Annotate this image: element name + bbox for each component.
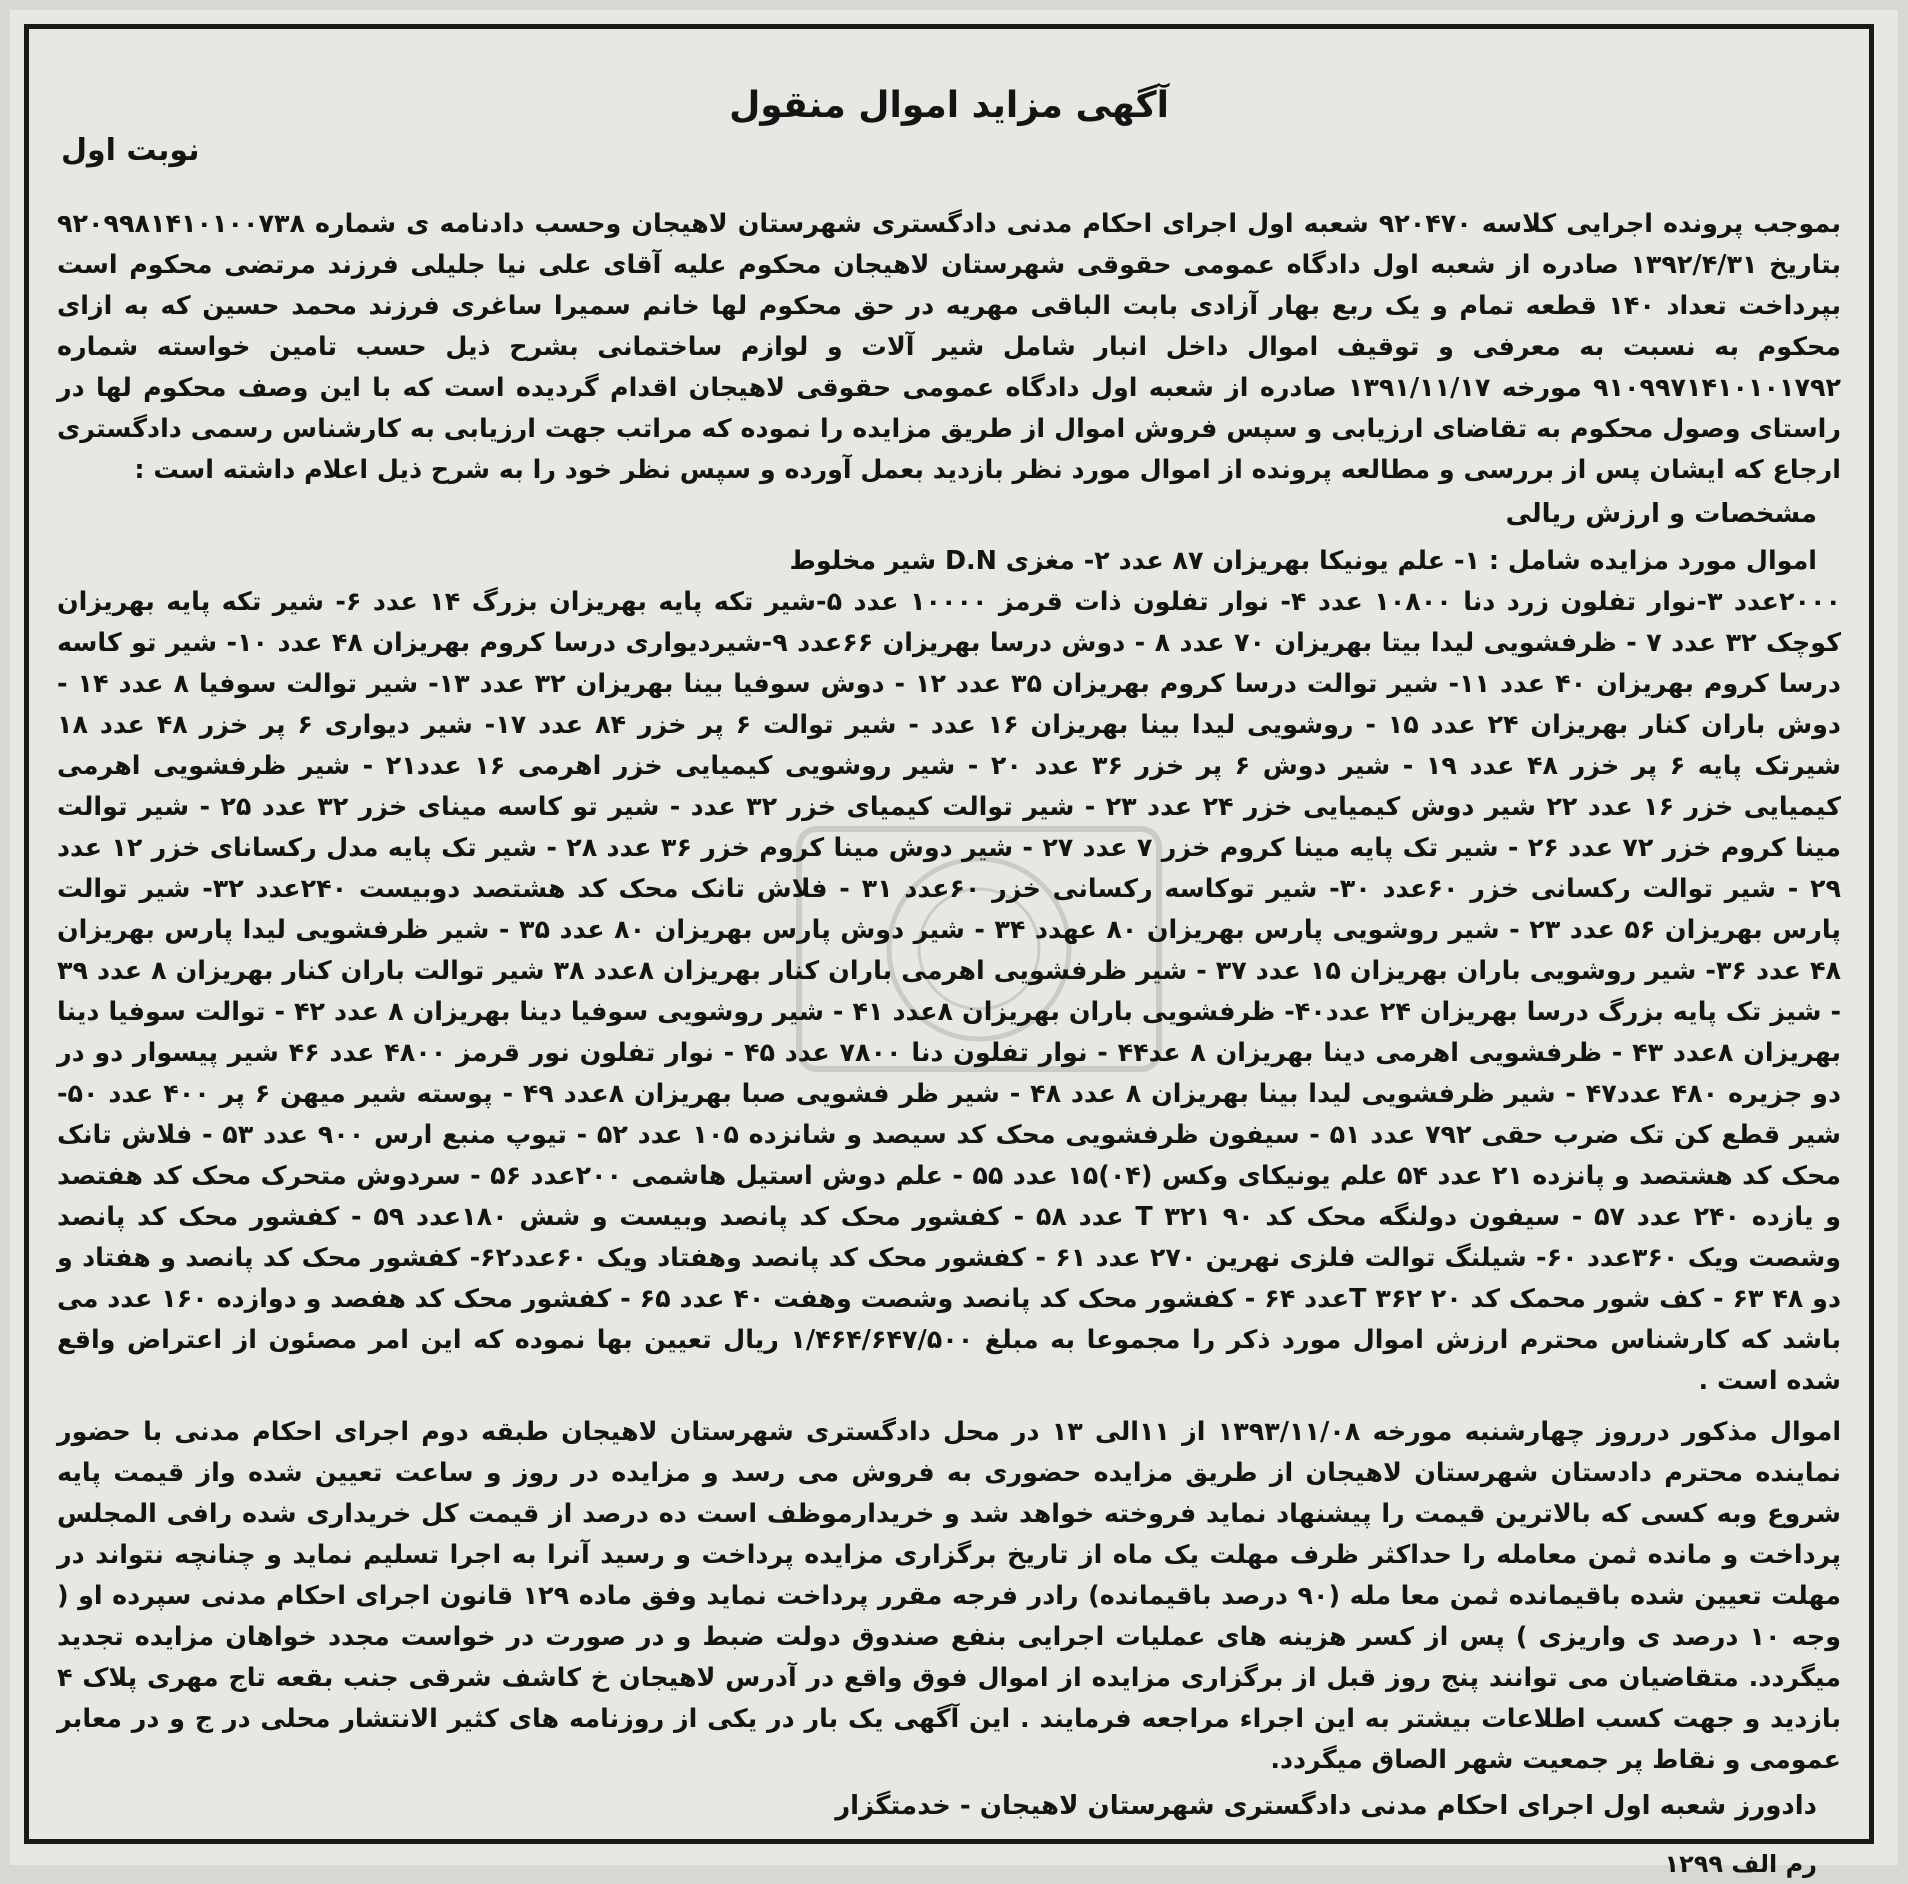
newspaper-clipping xyxy=(10,10,1898,1878)
notice-border xyxy=(24,24,1874,1878)
signature-line: دادورز شعبه اول اجرای احکام مدنی دادگستری شهرستان لاهیجان - خدمتگزار xyxy=(835,1791,1817,1821)
items-paragraph: ۲۰۰۰عدد ۳-نوار تفلون زرد دنا ۱۰۸۰۰ عدد ۴- نوار تفلون ذات قرمز ۱۰۰۰۰ عدد ۵-شیر تکه پایه بهریزان بزرگ ۱۴ عدد ۶- شیر تکه پایه بهریزان کوچک ۳۲ عدد ۷ - ظرفشویی لیدا بیتا بهریزان ۷۰ عدد ۸ - دوش درسا بهریزان ۶۶عدد ۹-شیردیواری درسا کروم بهریزان ۴۸ عدد ۱۰- شیر تو کاسه درسا کروم بهریزان ۴۰ عدد ۱۱- شیر توالت درسا کروم بهریزان ۳۵ عدد ۱۲ - دوش سوفیا بینا بهریزان ۳۲ عدد ۱۳- شیر توالت سوفیا ۸ عدد ۱۴ - دوش باران کنار بهریزان ۲۴ عدد ۱۵ - روشویی لیدا بینا بهریزان ۱۶ عدد - شیر توالت ۶ پر خزر ۸۴ عدد ۱۷- شیر دیواری ۶ پر خزر ۴۸ عدد ۱۸ شیرتک پایه ۶ پر خزر ۴۸ عدد ۱۹ - شیر دوش ۶ پر خزر ۳۶ عدد ۲۰ - شیر روشویی کیمیایی خزر اهرمی ۱۶ عدد۲۱ - شیر ظرفشویی اهرمی کیمیایی خزر ۱۶ عدد ۲۲ شیر دوش کیمیایی خزر ۲۴ عدد ۲۳ - شیر توالت کیمیای خزر ۳۲ عدد - شیر تو کاسه مینای خزر ۳۲ عدد ۲۵ - شیر توالت مینا کروم خزر ۷۲ عدد ۲۶ - شیر تک پایه مینا کروم خزر ۷ عدد ۲۷ - شیر دوش مینا کروم خزر ۳۶ عدد ۲۸ - شیر تک پایه مدل رکسانای خزر ۱۲ عدد ۲۹ - شیر توالت رکسانی خزر ۶۰عدد ۳۰- شیر توکاسه رکسانی خزر ۶۰عدد ۳۱ - فلاش تانک محک کد هشتصد دوبیست ۲۴۰عدد ۳۲- شیر توالت پارس بهریزان ۵۶ عدد ۲۳ - شیر روشویی پارس بهریزان ۸۰ عهدد ۳۴ - شیر دوش پارس بهریزان ۸۰ عدد ۳۵ - شیر ظرفشویی لیدا پارس بهریزان ۴۸ عدد ۳۶- شیر روشویی باران بهریزان ۱۵ عدد ۳۷ - شیر ظرفشویی اهرمی باران کنار بهریزان ۸عدد ۳۸ شیر توالت باران کنار بهریزان ۸ عدد ۳۹ - شیز تک پایه بزرگ درسا بهریزان ۲۴ عدد۴۰- ظرفشویی باران بهریزان ۸عدد ۴۱ - شیر روشویی سوفیا دینا بهریزان ۸ عدد ۴۲ - توالت سوفیا دینا بهریزان ۸عدد ۴۳ - ظرفشویی اهرمی دینا بهریزان ۸ عد۴۴ - نوار تفلون دنا ۷۸۰۰ عدد ۴۵ - نوار تفلون نور قرمز ۴۸۰۰ عدد ۴۶ شیر پیسوار دو در دو جزیره ۴۸۰ عدد۴۷ - شیر ظرفشویی لیدا بینا بهریزان ۸ عدد ۴۸ - شیر ظر فشویی صبا بهریزان ۸عدد ۴۹ - پوسته شیر میهن ۶ پر ۴۰۰ عدد ۵۰- شیر قطع کن تک ضرب حقی ۷۹۲ عدد ۵۱ - سیفون ظرفشویی محک کد سیصد و شانزده ۱۰۵ عدد ۵۲ - تیوپ منبع ارس ۹۰۰ عدد ۵۳ - فلاش تانک محک کد هشتصد و پانزده ۲۱ عدد ۵۴ علم یونیکای وکس (۰۴)۱۵ عدد ۵۵ - علم دوش استیل هاشمی ۲۰۰عدد ۵۶ - سردوش متحرک محک کد هفتصد و یازده ۲۴۰ عدد ۵۷ - سیفون دولنگه محک کد T ۳۲۱ ۹۰ عدد ۵۸ - کفشور محک کد پانصد وبیست و شش ۱۸۰عدد ۵۹ - کفشور محک کد پانصد وشصت ویک ۳۶۰عدد ۶۰- شیلنگ توالت فلزی نهرین ۲۷۰ عدد ۶۱ - کفشور محک کد پانصد وهفتاد ویک ۶۰عدد۶۲- کفشور محک کد پانصد و هفتاد و دو ۴۸ ۶۳ - کف شور محمک کد T ۳۶۲ ۲۰عدد ۶۴ - کفشور محک کد پانصد وشصت وهفت ۴۰ عدد ۶۵ - کفشور محک کد هفصد و دوازده ۱۶۰ عدد می باشد که کارشناس محترم ارزش اموال مورد ذکر را مجموعا به مبلغ ۱/۴۶۴/۶۴۷/۵۰۰ ریال تعیین بها نموده که این امر مصئون از اعتراض واقع شده است . xyxy=(57,586,1842,1395)
notice-title: آگهی مزاید اموال منقول xyxy=(729,85,1169,126)
items-intro: اموال مورد مزایده شامل : ۱- علم یونیکا بهریزان ۸۷ عدد ۲- مغزی D.N شیر مخلوط xyxy=(789,545,1817,575)
auction-paragraph: اموال مذکور درروز چهارشنبه مورخه ۱۳۹۳/۱۱/۰۸ از ۱۱الی ۱۳ در محل دادگستری شهرستان لاهیجان طبقه دوم اجرای احکام مدنی با حضور نماینده محترم دادستان شهرستان لاهیجان از طریق مزایده حضوری به فروش می رسد و مزایده در روز و ساعت تعیین شده واز قیمت پایه شروع وبه کسی که بالاترین قیمت را پیشنهاد نماید فروخته خواهد شد و خریدارموظف است ده درصد از قیمت کل خریداری شده رافی المجلس پرداخت و مانده ثمن معامله را حداکثر ظرف مهلت یک ماه از تاریخ برگزاری مزایده پرداخت و رسید آنرا به اجرا تسلیم نماید و چنانچه نتواند در مهلت تعیین شده باقیمانده ثمن معا مله (۹۰ درصد باقیمانده) رادر فرجه مقرر پرداخت نماید وفق ماده ۱۲۹ قانون اجرای احکام مدنی سپرده او ( وجه ۱۰ درصد ی واریزی ) پس از کسر هزینه های عملیات اجرایی بنفع صندوق دولت ضبط و در صورت در خواست مجدد خواهان مزایده تجدید میگردد. متقاضیان می توانند پنج روز قبل از برگزاری مزایده از اموال فوق واقع در آدرس لاهیجان خ کاشف شرقی جنب بقعه تاج مهری پلاک ۴ بازدید و جهت کسب اطلاعات بیشتر به این اجراء مراجعه فرمایند . این آگهی یک بار در یکی از روزنامه های کثیر الانتشار محلی در ج و در معابر عمومی و نقاط پر جمعیت شهر الصاق میگردد. xyxy=(57,1416,1842,1774)
intro-paragraph: بموجب پرونده اجرایی کلاسه ۹۲۰۴۷۰ شعبه اول اجرای احکام مدنی دادگستری شهرستان لاهیجان وحسب دادنامه ی شماره ۹۲۰۹۹۸۱۴۱۰۱۰۰۷۳۸ بتاریخ ۱۳۹۲/۴/۳۱ صادره از شعبه اول دادگاه عمومی حقوقی شهرستان لاهیجان محکوم علیه آقای علی نیا جلیلی فرزند مرتضی محکوم است بپرداخت تعداد ۱۴۰ قطعه تمام و یک ربع بهار آزادی بابت الباقی مهریه در حق محکوم لها خانم سمیرا ساغری فرزند محمد حسین که به ازای محکوم به نسبت به معرفی و توقیف اموال داخل انبار شامل شیر آلات و لوازم ساختمانی بشرح ذیل حسب تامین خواسته شماره ۹۱۰۹۹۷۱۴۱۰۱۰۱۷۹۲ مورخه ۱۳۹۱/۱۱/۱۷ صادره از شعبه اول دادگاه عمومی حقوقی لاهیجان اقدام گردیده است که با این وصف محکوم لها در راستای وصول محکوم به تقاضای ارزیابی و سپس فروش اموال از طریق مزایده را نموده که مراتب جهت ارزیابی به کارشناس رسمی دادگستری ارجاع که ایشان پس از بررسی و مطالعه پرونده از اموال مورد نظر بازدید بعمل آورده و سپس نظر خود را به شرح ذیل اعلام داشته است : xyxy=(57,208,1841,484)
publication-turn: نوبت اول xyxy=(61,133,200,168)
notice-code: رم الف ۱۲۹۹ xyxy=(1664,1850,1817,1878)
notice-content xyxy=(57,39,1842,1878)
specs-heading: مشخصات و ارزش ریالی xyxy=(1505,499,1817,529)
